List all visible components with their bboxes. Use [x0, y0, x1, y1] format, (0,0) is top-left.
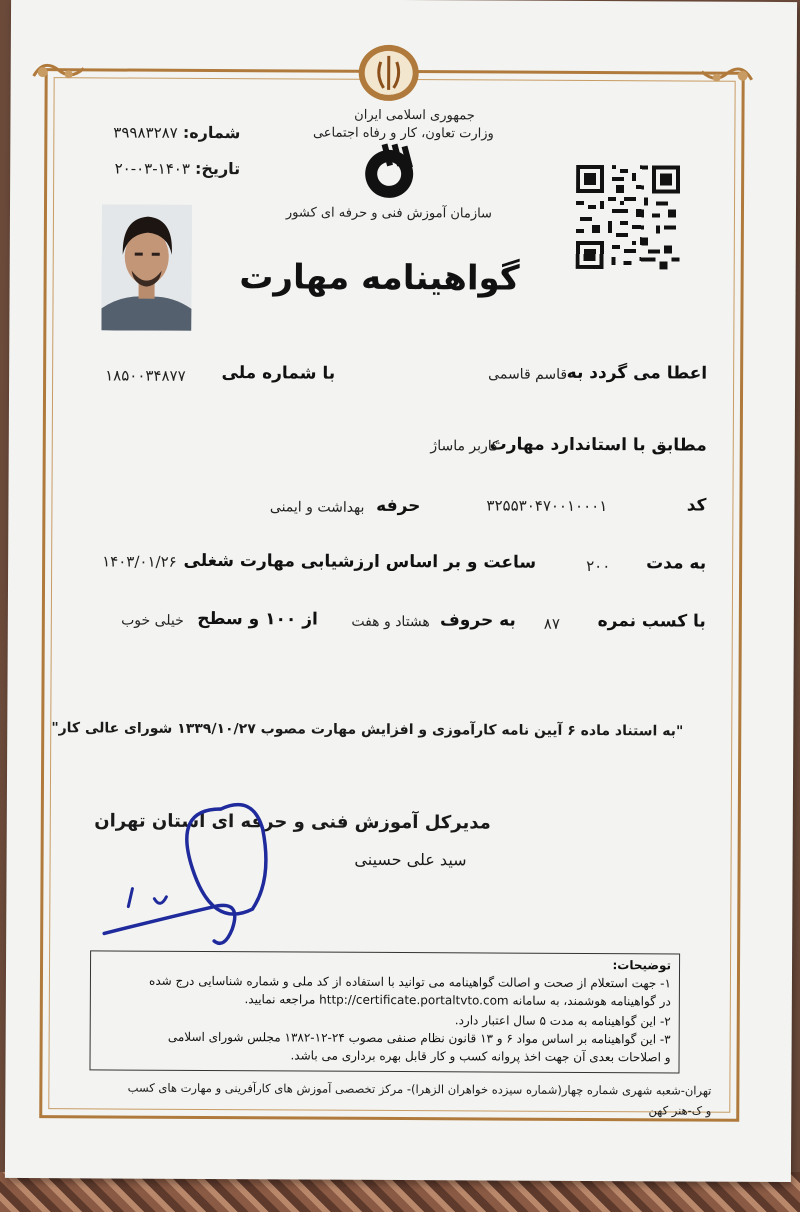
note-line-3: ۲- این گواهینامه به مدت ۵ سال اعتبار دارد. [454, 1013, 671, 1029]
out-of-label: از ۱۰۰ و سطح [197, 608, 318, 630]
certificate-date-row [82, 158, 240, 178]
note-line-2: در گواهینامه هوشمند، به سامانه http://certificate.portaltvto.com مراجعه نمایید. [244, 992, 671, 1009]
country-name: جمهوری اسلامی ایران [354, 107, 475, 124]
note-line-4: ۳- این گواهینامه بر اساس مواد ۶ و ۱۳ قانون نظام صنفی مصوب ۲۴-۱۲-۱۳۸۲ مجلس شورای اسلامی [167, 1029, 671, 1047]
score-label: با کسب نمره [597, 611, 706, 632]
date-value: ۱۴۰۳-۰۳-۲۰ [114, 159, 190, 178]
signatory-name: سید علی حسینی [354, 849, 467, 870]
granted-to-label: اعطا می گردد به [566, 362, 708, 384]
national-id-label: با شماره ملی [221, 363, 336, 384]
in-words-label: به حروف [440, 610, 516, 631]
duration-label: به مدت [646, 553, 707, 574]
legal-basis-text: "به استناد ماده ۶ آیین نامه کارآموزی و افزایش مهارت مصوب ۱۳۳۹/۱۰/۲۷ شورای عالی کار" [51, 720, 684, 740]
qr-code-icon [576, 165, 681, 270]
footer-address-line-2: و ک-هنر کهن [648, 1103, 712, 1118]
code-value: ۳۲۵۵۳۰۴۷۰۰۱۰۰۰۱ [486, 496, 608, 516]
tvto-logo-icon [354, 142, 424, 202]
certificate-paper [5, 0, 797, 1182]
trade-value: بهداشت و ایمنی [269, 499, 365, 516]
hours-assessment-label: ساعت و بر اساس ارزشیابی مهارت شغلی [183, 550, 537, 573]
holder-photo [101, 204, 192, 330]
standard-value: کاربر ماساژ [430, 438, 499, 455]
notes-box [89, 950, 680, 1073]
left-corner-ornament-icon [29, 56, 89, 86]
level-value: خیلی خوب [121, 612, 184, 629]
in-words-value: هشتاد و هفت [351, 613, 430, 631]
holder-name: قاسم قاسمی [488, 366, 568, 383]
note-line-1: ۱- جهت استعلام از صحت و اصالت گواهینامه می توانید با استفاده از کد ملی و شماره شناسایی درج شده [149, 973, 671, 991]
duration-value: ۲۰۰ [586, 556, 611, 576]
exam-date-value: ۱۴۰۳/۰۱/۲۶ [102, 552, 177, 571]
certificate-number-row [100, 122, 240, 142]
number-value: ۳۹۹۸۳۲۸۷ [113, 123, 178, 142]
number-label: شماره: [182, 122, 241, 143]
notes-heading: توضیحات: [612, 958, 672, 973]
iran-emblem-icon [354, 42, 424, 104]
date-label: تاریخ: [194, 158, 241, 179]
signature-icon [102, 788, 303, 959]
right-corner-ornament-icon [697, 60, 757, 90]
footer-address-line-1: تهران-شعبه شهری شماره چهار(شماره سیزده خواهران الزهرا)- مرکز تخصصی آموزش های کارآفرینی و مهارت های کسب [127, 1080, 712, 1098]
signatory-title: مدیرکل آموزش فنی و حرفه ای استان تهران [94, 810, 491, 834]
standard-label: مطابق با استاندارد مهارت [489, 434, 707, 456]
national-id-value: ۱۸۵۰۰۳۴۸۷۷ [105, 366, 186, 385]
organization-name: سازمان آموزش فنی و حرفه ای کشور [285, 205, 493, 222]
note-line-5: و اصلاحات بعدی آن جهت اخذ پروانه کسب و کار قابل بهره برداری می باشد. [290, 1048, 671, 1065]
certificate-title: گواهینامه مهارت [239, 257, 520, 299]
code-label: کد [686, 495, 707, 516]
trade-label: حرفه [376, 495, 421, 517]
ministry-name: وزارت تعاون، کار و رفاه اجتماعی [312, 125, 494, 142]
score-value: ۸۷ [543, 614, 560, 633]
